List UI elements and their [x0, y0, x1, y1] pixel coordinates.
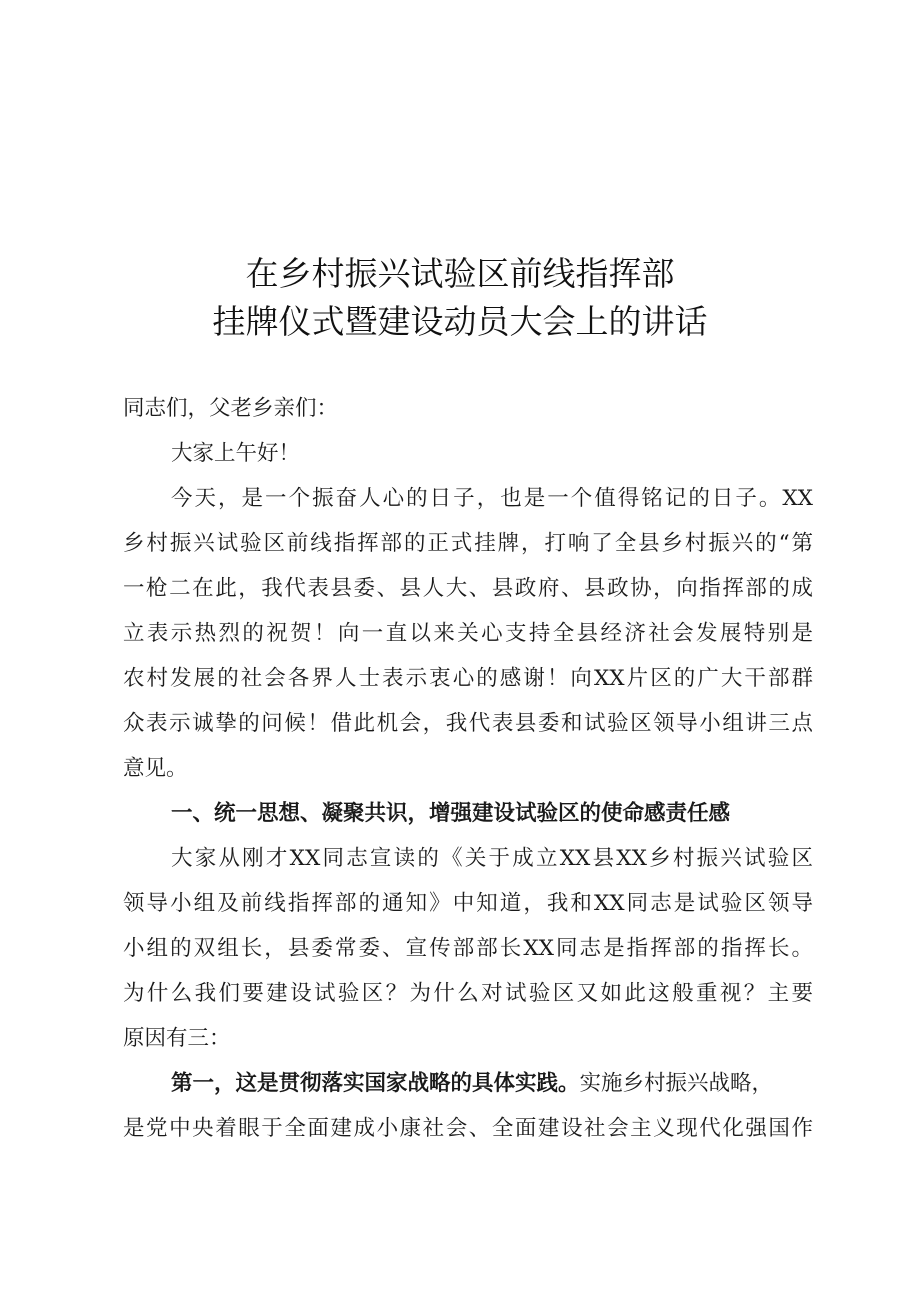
greeting: 大家上午好！ — [171, 441, 301, 466]
paragraph-2-line-1: 大家从刚才XX同志宣读的《关于成立XX县XX乡村振兴试验区 — [171, 846, 813, 871]
paragraph-2-line-2: 领导小组及前线指挥部的通知》中知道，我和XX同志是试验区领导 — [123, 891, 813, 916]
paragraph-1-line-7: 意见。 — [123, 756, 188, 781]
paragraph-1-line-1: 今天，是一个振奋人心的日子，也是一个值得铭记的日子。XX — [171, 486, 813, 511]
paragraph-3-line-1 — [171, 1069, 813, 1099]
paragraph-1-line-2: 乡村振兴试验区前线指挥部的正式挂牌，打响了全县乡村振兴的“第 — [123, 531, 813, 556]
paragraph-1-line-4: 立表示热烈的祝贺！向一直以来关心支持全县经济社会发展特别是 — [123, 621, 813, 646]
paragraph-2-line-4: 为什么我们要建设试验区？为什么对试验区又如此这般重视？主要 — [123, 981, 813, 1006]
title-line-1: 在乡村振兴试验区前线指挥部 — [245, 254, 675, 293]
paragraph-3-line-2: 是党中央着眼于全面建成小康社会、全面建设社会主义现代化强国作 — [123, 1116, 813, 1141]
paragraph-2-line-5: 原因有三： — [123, 1026, 231, 1051]
section-heading-1: 一、统一思想、凝聚共识，增强建设试验区的使命感责任感 — [171, 801, 731, 826]
paragraph-3-line-1-rest: 实施乡村振兴战略， — [579, 1071, 774, 1096]
title-line-2: 挂牌仪式暨建设动员大会上的讲话 — [212, 302, 708, 341]
salutation: 同志们，父老乡亲们： — [123, 396, 339, 421]
paragraph-2-line-3: 小组的双组长，县委常委、宣传部部长XX同志是指挥部的指挥长。 — [123, 936, 813, 961]
paragraph-3-bold-lead: 第一，这是贯彻落实国家战略的具体实践。 — [171, 1071, 580, 1096]
paragraph-1-line-5: 农村发展的社会各界人士表示衷心的感谢！向XX片区的广大干部群 — [123, 666, 813, 691]
paragraph-1-line-3: 一枪二在此，我代表县委、县人大、县政府、县政协，向指挥部的成 — [123, 576, 813, 601]
paragraph-1-line-6: 众表示诚挚的问候！借此机会，我代表县委和试验区领导小组讲三点 — [123, 711, 813, 736]
